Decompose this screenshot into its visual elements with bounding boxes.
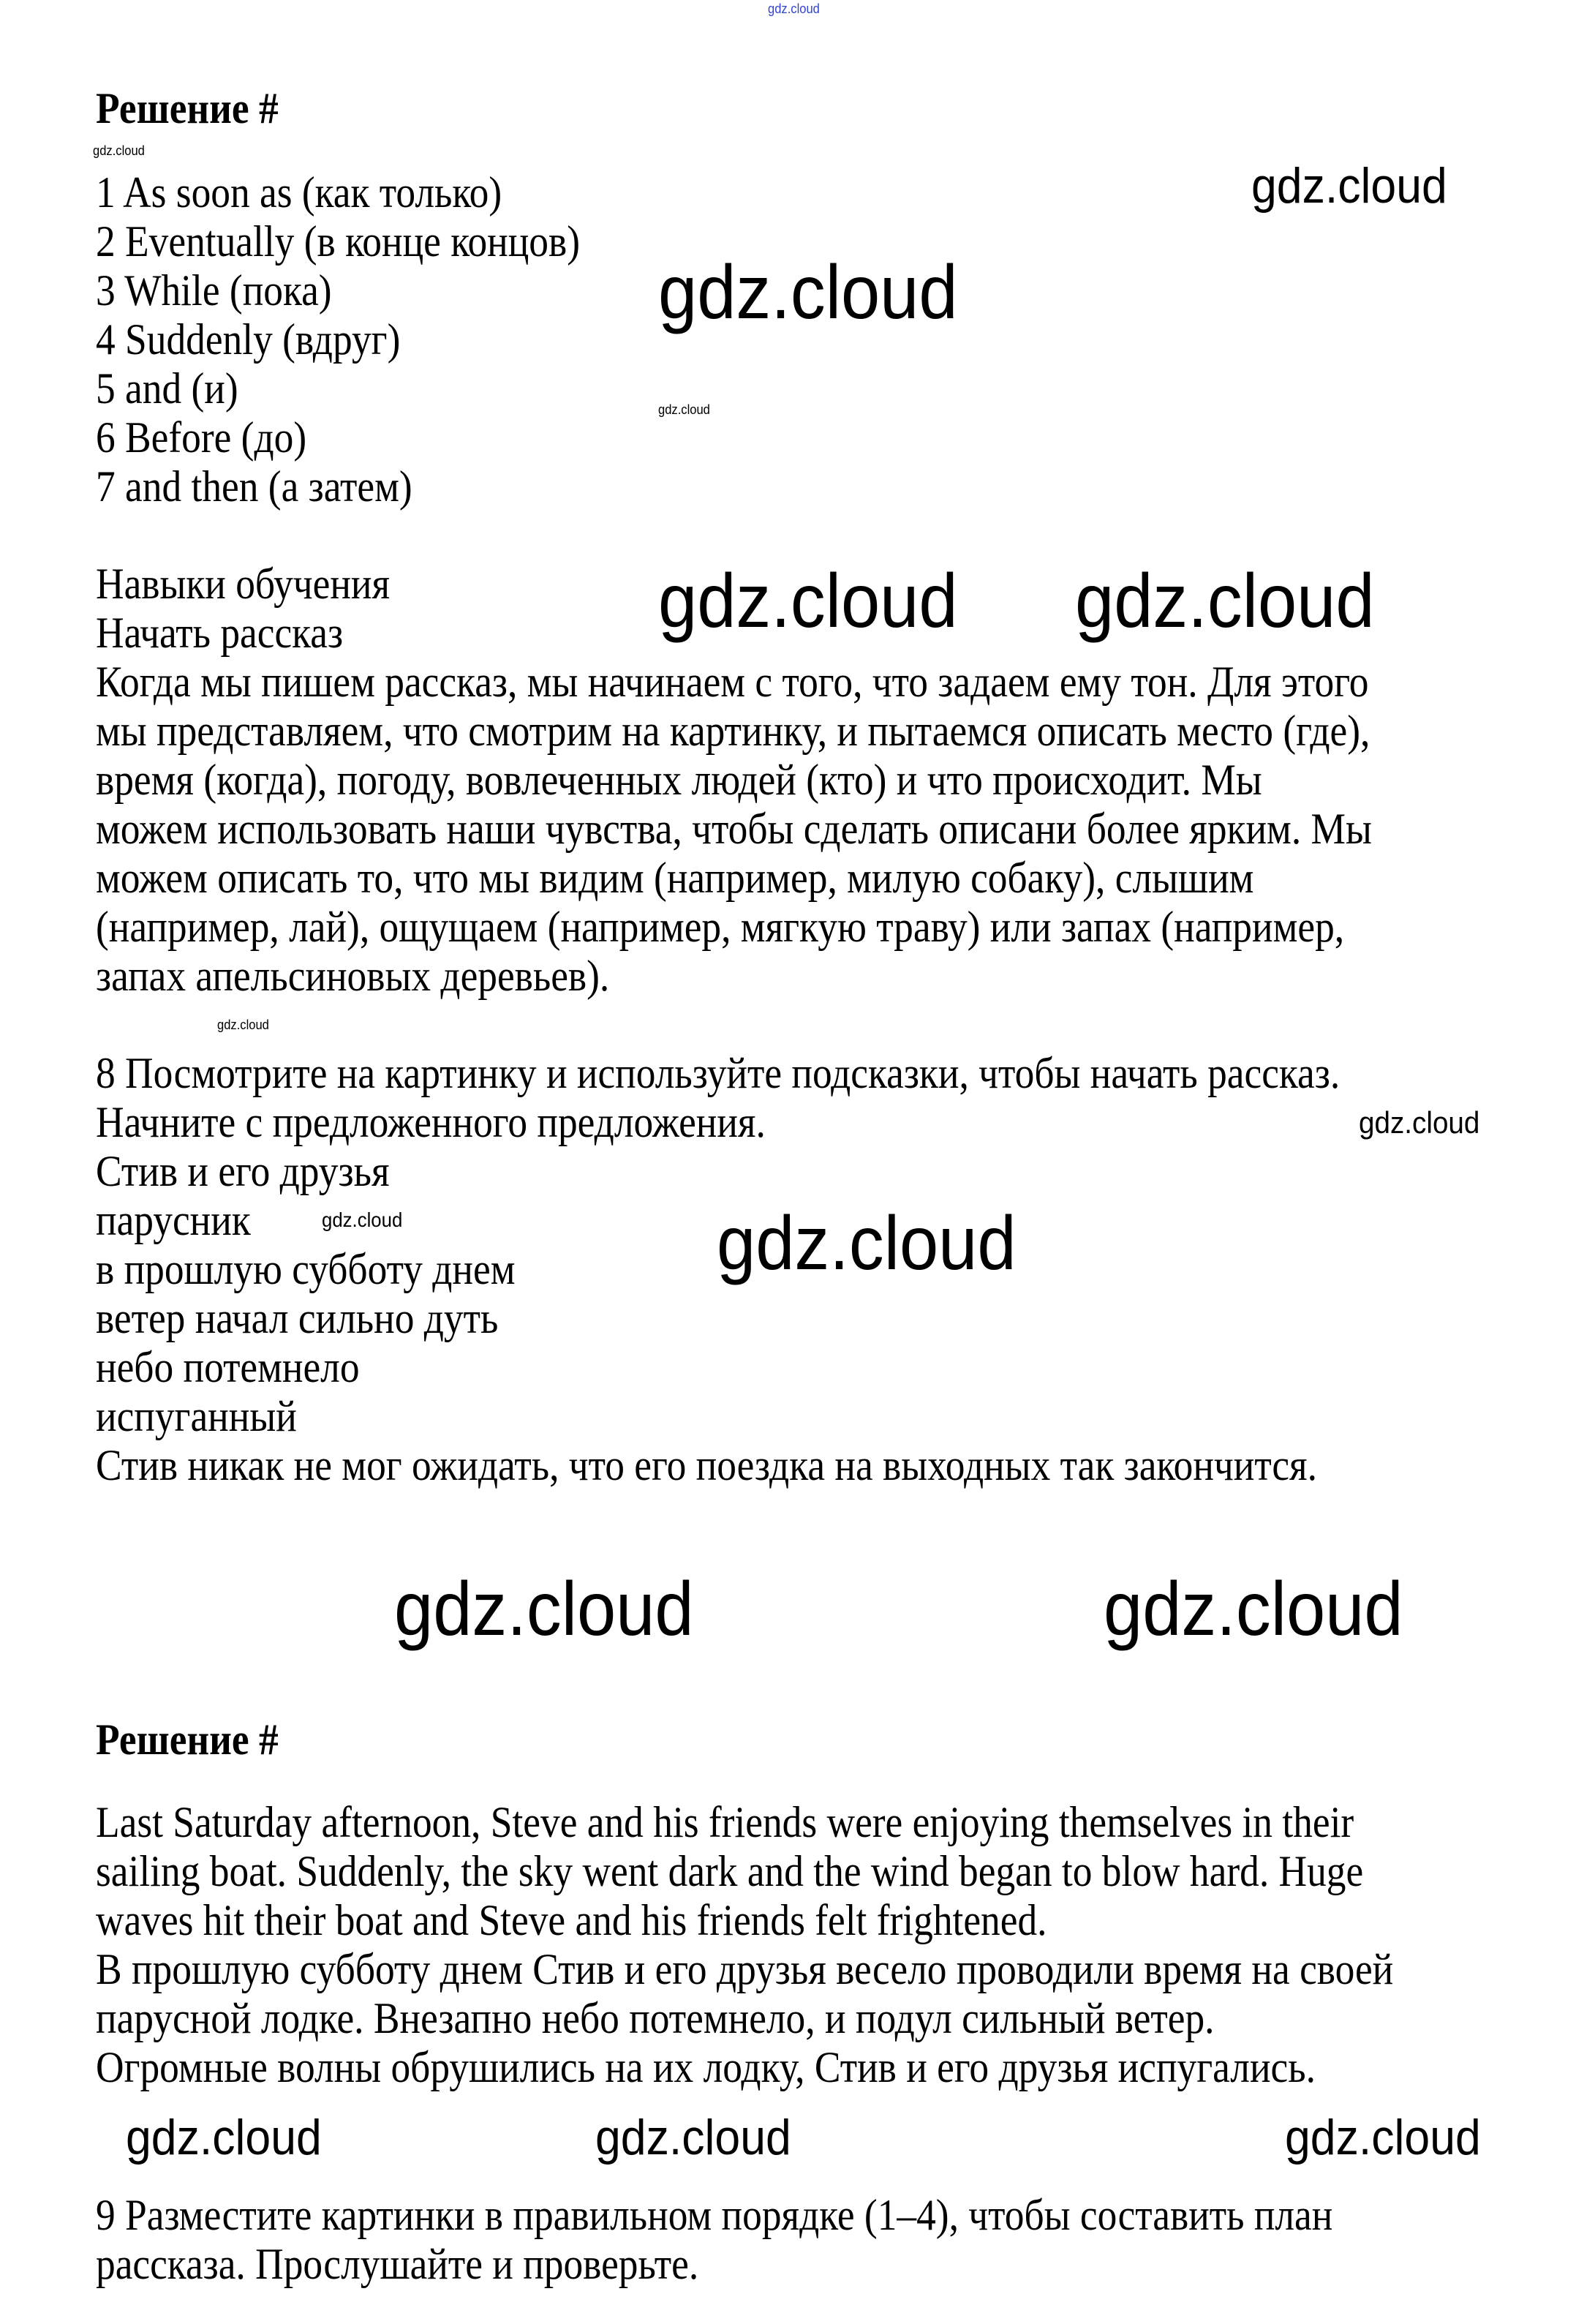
paragraph-line: время (когда), погоду, вовлеченных людей (кто) и что происходит. Мы — [96, 756, 1262, 804]
answer-item: 4 Suddenly (вдруг) — [96, 315, 401, 364]
task9-block — [96, 2191, 1332, 2289]
watermark-logo: gdz.cloud — [322, 1208, 403, 1231]
paragraph-line: можем использовать наши чувства, чтобы сделать описани более ярким. Мы — [96, 805, 1372, 853]
skills-title: Навыки обучения — [96, 560, 391, 608]
watermark-logo: gdz.cloud — [93, 143, 145, 158]
task8-line: Начните с предложенного предложения. — [96, 1098, 766, 1146]
story-line: waves hit their boat and Steve and his friends felt frightened. — [96, 1896, 1047, 1944]
watermark-logo: gdz.cloud — [595, 2110, 791, 2165]
watermark-logo: gdz.cloud — [1104, 1567, 1403, 1652]
answer-item: 1 As soon as (как только) — [96, 168, 502, 217]
answer-item: 2 Eventually (в конце концов) — [96, 217, 581, 266]
paragraph-line: мы представляем, что смотрим на картинку, и пытаемся описать место (где), — [96, 707, 1370, 755]
task9-line: рассказа. Прослушайте и проверьте. — [96, 2240, 699, 2288]
paragraph-line: можем описать то, что мы видим (например, милую собаку), слышим — [96, 854, 1254, 902]
answers-list — [96, 168, 580, 511]
task8-line: испуганный — [96, 1392, 297, 1440]
watermark-logo: gdz.cloud — [658, 402, 710, 417]
watermark-logo: gdz.cloud — [217, 1018, 269, 1032]
watermark-logo: gdz.cloud — [1251, 158, 1447, 214]
task9-line: 9 Разместите картинки в правильном порядке (1–4), чтобы составить план — [96, 2191, 1333, 2239]
watermark-logo: gdz.cloud — [394, 1567, 694, 1652]
story-line: Огромные волны обрушились на их лодку, Стив и его друзья испугались. — [96, 2043, 1316, 2091]
answer-item: 6 Before (до) — [96, 413, 307, 462]
story-line: sailing boat. Suddenly, the sky went dark and the wind began to blow hard. Huge — [96, 1847, 1364, 1895]
task8-line: в прошлую субботу днем — [96, 1245, 516, 1293]
answer-item: 3 While (пока) — [96, 266, 332, 315]
watermark-logo: gdz.cloud — [658, 250, 958, 335]
story-line: Last Saturday afternoon, Steve and his friends were enjoying themselves in their — [96, 1798, 1354, 1846]
task8-line: ветер начал сильно дуть — [96, 1294, 499, 1342]
watermark-logo: gdz.cloud — [658, 559, 958, 644]
watermark-logo: gdz.cloud — [1359, 1105, 1480, 1140]
story-line: В прошлую субботу днем Стив и его друзья весело проводили время на своей — [96, 1945, 1394, 1993]
story-block — [96, 1798, 1393, 2092]
answer-item: 5 and (и) — [96, 364, 238, 413]
skills-subtitle: Начать рассказ — [96, 609, 344, 657]
solution-heading-2: Решение # — [96, 1715, 279, 1764]
watermark-logo: gdz.cloud — [1285, 2110, 1481, 2165]
story-line: парусной лодке. Внезапно небо потемнело, и подул сильный ветер. — [96, 1994, 1215, 2042]
task8-line: Стив и его друзья — [96, 1147, 390, 1195]
watermark-logo: gdz.cloud — [126, 2110, 322, 2165]
task8-line: Стив никак не мог ожидать, что его поездка на выходных так закончится. — [96, 1441, 1317, 1489]
watermark-logo: gdz.cloud — [1075, 559, 1375, 644]
paragraph-line: Когда мы пишем рассказ, мы начинаем с того, что задаем ему тон. Для этого — [96, 658, 1369, 706]
watermark-logo: gdz.cloud — [768, 1, 820, 16]
task8-line: небо потемнело — [96, 1343, 360, 1391]
task8-line: 8 Посмотрите на картинку и используйте подсказки, чтобы начать рассказ. — [96, 1049, 1341, 1097]
answer-item: 7 and then (а затем) — [96, 462, 412, 511]
solution-heading-1: Решение # — [96, 84, 279, 132]
paragraph-line: запах апельсиновых деревьев). — [96, 952, 610, 1000]
watermark-logo: gdz.cloud — [717, 1201, 1017, 1286]
paragraph-line: (например, лай), ощущаем (например, мягкую траву) или запах (например, — [96, 903, 1345, 951]
task8-line: парусник — [96, 1196, 251, 1244]
